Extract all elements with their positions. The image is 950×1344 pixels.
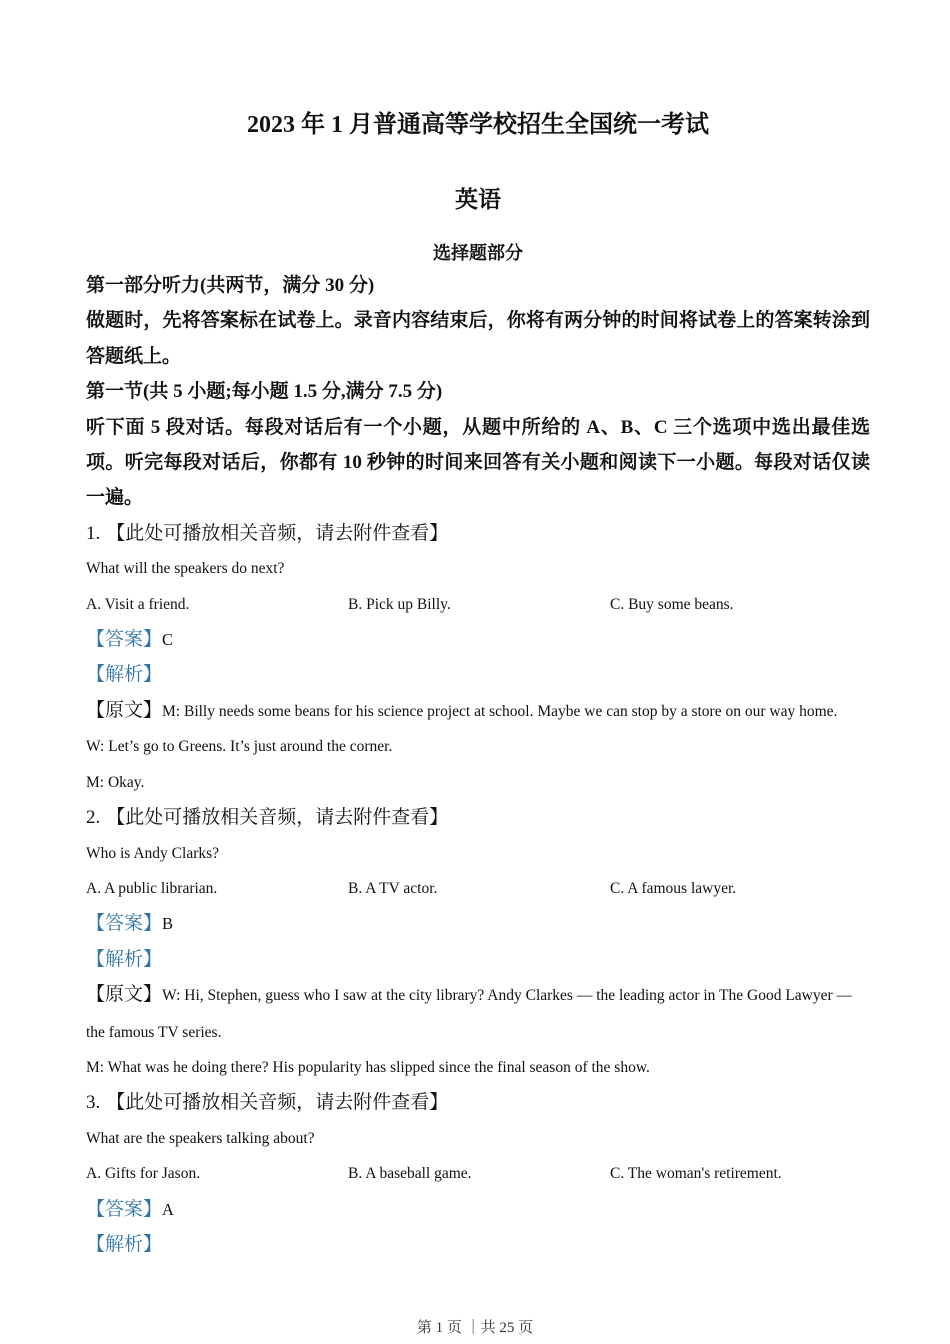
option-a: A. Visit a friend.: [86, 595, 190, 613]
answer-value: A: [162, 1199, 174, 1219]
option-b: B. Pick up Billy.: [348, 595, 451, 613]
transcript-label: 【原文】: [86, 984, 163, 1006]
question-audio-line: [86, 800, 870, 835]
analysis-label: 【解析】: [86, 1233, 163, 1255]
option-a: A. Gifts for Jason.: [86, 1165, 201, 1183]
option-b: B. A baseball game.: [348, 1165, 472, 1183]
analysis-line: [86, 1227, 870, 1262]
transcript-text: W: Hi, Stephen, guess who I saw at the city library? Andy Clarkes — the leading actor in The Good Lawyer — the famous TV series.: [86, 987, 853, 1041]
question-number: 1.: [86, 522, 101, 544]
option-c: C. A famous lawyer.: [610, 879, 737, 897]
answer-value: B: [162, 914, 174, 934]
transcript-text: M: Billy needs some beans for his science project at school. Maybe we can stop by a store on our way home.: [162, 702, 838, 720]
option-b: B. A TV actor.: [348, 879, 438, 897]
transcript-line: M: Okay.: [86, 773, 145, 791]
options-row: [86, 871, 870, 906]
option-a: A. A public librarian.: [86, 879, 218, 897]
question-audio-line: [86, 516, 870, 551]
audio-placeholder-note: 【此处可播放相关音频，请去附件查看】: [106, 522, 449, 544]
exam-subject: 英语: [455, 187, 501, 212]
analysis-line: [86, 657, 870, 692]
transcript-line: [86, 977, 870, 1050]
part1-instructions: 做题时，先将答案标在试卷上。录音内容结束后，你将有两分钟的时间将试卷上的答案转涂到答题纸上。: [86, 310, 870, 367]
exam-title: 2023 年 1 月普通高等学校招生全国统一考试: [247, 112, 709, 138]
page-number-footer: 第 1 页 ｜共 25 页: [416, 1320, 534, 1336]
question-block-2: [86, 800, 870, 1085]
question-number: 3.: [86, 1092, 101, 1114]
section1-heading: 第一节(共 5 小题;每小题 1.5 分,满分 7.5 分): [86, 381, 443, 403]
section1-instructions: 听下面 5 段对话。每段对话后有一个小题，从题中所给的 A、B、C 三个选项中选出最佳选项。听完每段对话后，你都有 10 秒钟的时间来回答有关小题和阅读下一小题。每段对话仅读一遍。: [86, 416, 870, 509]
transcript-line: W: Let’s go to Greens. It’s just around the corner.: [86, 738, 393, 756]
analysis-line: [86, 942, 870, 977]
multiple-choice-section-heading: 选择题部分: [433, 243, 523, 263]
question-stem: What will the speakers do next?: [86, 560, 285, 578]
answer-label: 【答案】: [86, 629, 163, 651]
option-c: C. The woman's retirement.: [610, 1165, 782, 1183]
question-block-1: [86, 516, 870, 800]
analysis-label: 【解析】: [86, 948, 163, 970]
answer-line: [86, 1192, 870, 1227]
options-row: [86, 1156, 870, 1191]
answer-line: [86, 622, 870, 657]
exam-body: [86, 268, 870, 1262]
answer-value: C: [162, 630, 174, 650]
audio-placeholder-note: 【此处可播放相关音频，请去附件查看】: [106, 807, 449, 829]
answer-line: [86, 906, 870, 941]
audio-placeholder-note: 【此处可播放相关音频，请去附件查看】: [106, 1092, 449, 1114]
question-number: 2.: [86, 807, 101, 829]
question-stem: What are the speakers talking about?: [86, 1129, 315, 1147]
answer-label: 【答案】: [86, 1198, 163, 1220]
part1-heading: 第一部分听力(共两节，满分 30 分): [86, 275, 375, 296]
analysis-label: 【解析】: [86, 664, 163, 686]
options-row: [86, 587, 870, 622]
answer-label: 【答案】: [86, 913, 163, 935]
question-stem: Who is Andy Clarks?: [86, 844, 220, 862]
question-block-3: [86, 1085, 870, 1262]
question-audio-line: [86, 1085, 870, 1120]
transcript-line: [86, 693, 870, 729]
option-c: C. Buy some beans.: [610, 595, 734, 613]
transcript-label: 【原文】: [86, 699, 163, 721]
transcript-line: M: What was he doing there? His popularity has slipped since the final season of the show.: [86, 1058, 650, 1076]
